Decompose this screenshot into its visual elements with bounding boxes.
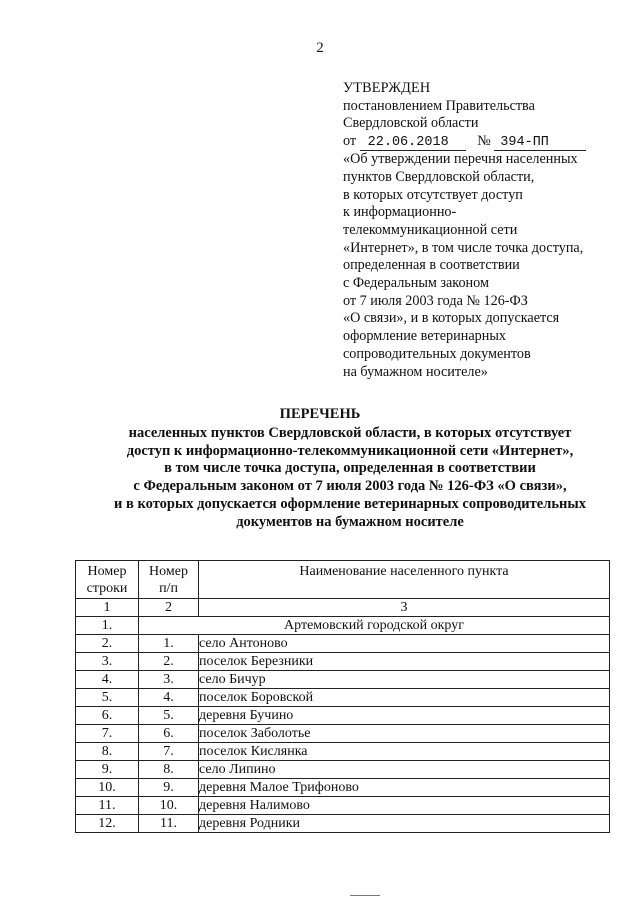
column-number-row [76,599,610,617]
approval-line: сопроводительных документов [343,345,531,362]
approval-line: в которых отсутствует доступ [343,186,523,203]
settlement-name: поселок Боровской [199,689,610,707]
row-number: 10. [76,779,139,797]
item-number: 4. [139,689,199,707]
approval-date: 22.06.2018 [360,136,466,151]
settlement-name: деревня Бучино [199,707,610,725]
table-row [76,671,610,689]
approval-number: 394-ПП [494,136,586,151]
subtitle-line: населенных пунктов Свердловской области, в которых отсутствует [128,425,572,441]
settlement-name: село Бичур [199,671,610,689]
settlement-name: поселок Заболотье [199,725,610,743]
document-title: ПЕРЕЧЕНЬ [279,406,361,422]
approval-line: телекоммуникационной сети [343,221,518,238]
header-text: п/п [159,581,178,596]
table-row [76,707,610,725]
row-number: 6. [76,707,139,725]
header-settlement-name [199,561,610,599]
settlement-name: поселок Березники [199,653,610,671]
header-item-number [139,561,199,599]
approval-line: оформление ветеринарных [343,328,506,345]
settlement-name: село Липино [199,761,610,779]
item-number: 2. [139,653,199,671]
approval-line: «Об утверждении перечня населенных [343,151,578,168]
table-row [76,635,610,653]
item-number: 3. [139,671,199,689]
page-number: 2 [316,40,324,56]
row-number: 3. [76,653,139,671]
row-number: 7. [76,725,139,743]
approval-line: «О связи», и в которых допускается [343,310,560,327]
table-header-row [76,561,610,599]
item-number: 1. [139,635,199,653]
row-number: 9. [76,761,139,779]
date-prefix: от [343,133,357,150]
column-number: 1 [76,599,139,617]
table-row [76,815,610,833]
footer-mark [350,895,380,896]
row-number: 4. [76,671,139,689]
header-text: Номер [87,564,127,579]
subtitle-line: с Федеральным законом от 7 июля 2003 года № 126-ФЗ «О связи», [133,478,567,495]
table-row [76,779,610,797]
table-row [76,797,610,815]
item-number: 6. [139,725,199,743]
approval-line: от 7 июля 2003 года № 126-ФЗ [343,292,528,309]
number-prefix: № [477,133,491,150]
table-row [76,653,610,671]
header-text: строки [86,581,128,596]
column-number: 3 [199,599,610,617]
header-text: Наименование населенного пункта [299,564,509,579]
approval-line: пунктов Свердловской области, [343,168,535,185]
row-number: 8. [76,743,139,761]
approval-date-line [343,133,623,151]
row-number: 1. [76,617,139,635]
subtitle-line: доступ к информационно-телекоммуникационной сети «Интернет», [126,442,574,459]
approval-line: определенная в соответствии [343,257,520,274]
row-number: 2. [76,635,139,653]
row-number: 11. [76,797,139,815]
district-name: Артемовский городской округ [139,617,610,635]
table-row [76,689,610,707]
settlement-name: деревня Налимово [199,797,610,815]
subtitle-line: и в которых допускается оформление ветеринарных сопроводительных [114,495,586,512]
header-text: Номер [149,564,188,579]
item-number: 5. [139,707,199,725]
item-number: 7. [139,743,199,761]
approval-line: «Интернет», в том числе точка доступа, [343,239,584,256]
item-number: 8. [139,761,199,779]
subtitle-line: документов на бумажном носителе [236,513,464,530]
group-row [76,617,610,635]
document-subtitle [60,425,640,531]
settlement-name: деревня Родники [199,815,610,833]
approval-heading: УТВЕРЖДЕН [343,80,431,96]
settlement-name: поселок Кислянка [199,743,610,761]
item-number: 11. [139,815,199,833]
table-row [76,743,610,761]
item-number: 9. [139,779,199,797]
approval-line: Свердловской области [343,115,479,132]
header-row-number [76,561,139,599]
approval-line: с Федеральным законом [343,275,489,292]
approval-line: на бумажном носителе» [343,363,488,380]
row-number: 12. [76,815,139,833]
settlements-table [75,560,610,833]
approval-line: к информационно- [343,204,457,221]
settlement-name: село Антоново [199,635,610,653]
table-row [76,725,610,743]
approval-line: постановлением Правительства [343,97,535,114]
column-number: 2 [139,599,199,617]
settlement-name: деревня Малое Трифоново [199,779,610,797]
row-number: 5. [76,689,139,707]
table-row [76,761,610,779]
subtitle-line: в том числе точка доступа, определенная в соответствии [164,460,536,477]
approval-block [343,80,623,381]
item-number: 10. [139,797,199,815]
